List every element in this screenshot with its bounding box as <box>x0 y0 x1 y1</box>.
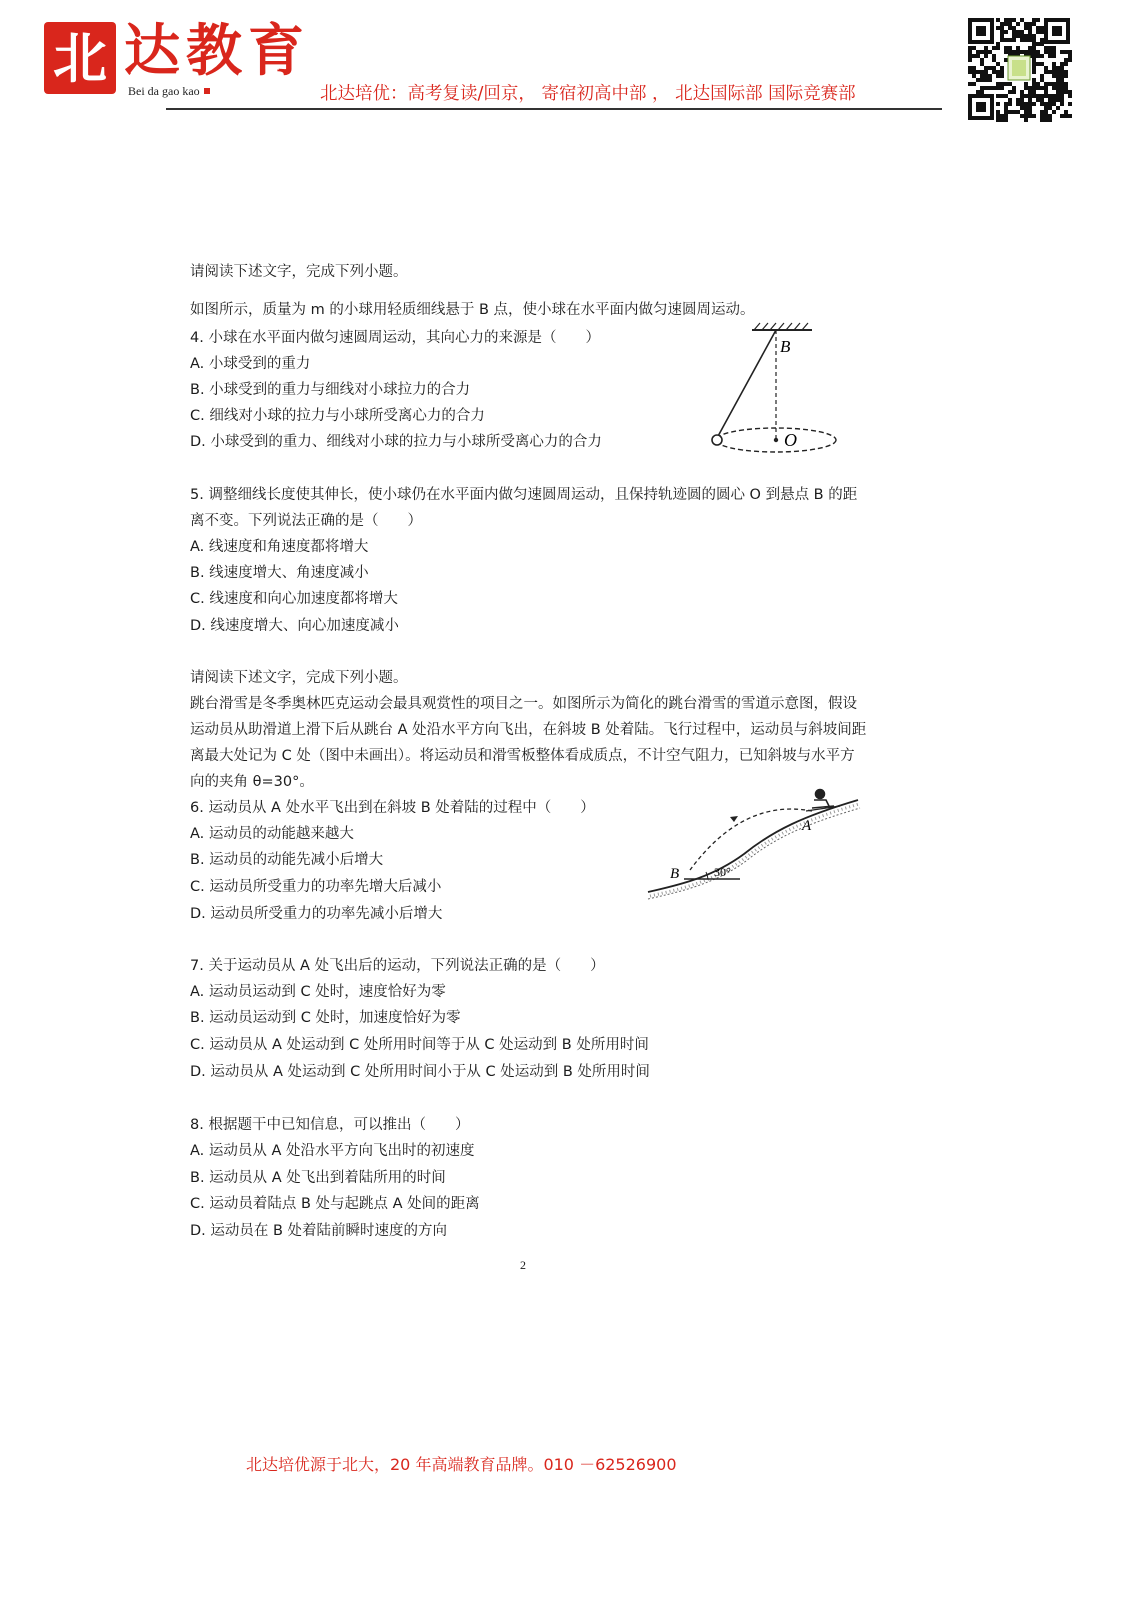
question-5-option-a: A. 线速度和角速度都将增大 <box>190 539 369 555</box>
question-7-option-c: C. 运动员从 A 处运动到 C 处所用时间等于从 C 处运动到 B 处所用时间 <box>190 1037 649 1053</box>
logo-mark <box>44 22 116 94</box>
passage-2-line-4: 向的夹角 θ=30°。 <box>190 774 314 790</box>
question-5-option-c: C. 线速度和向心加速度都将增大 <box>190 591 398 607</box>
question-4-option-a: A. 小球受到的重力 <box>190 356 311 372</box>
question-4-option-d: D. 小球受到的重力、细线对小球的拉力与小球所受离心力的合力 <box>190 434 602 450</box>
question-6-option-a: A. 运动员的动能越来越大 <box>190 826 354 842</box>
passage-2-line-1: 跳台滑雪是冬季奥林匹克运动会最具观赏性的项目之一。如图所示为简化的跳台滑雪的雪道示意图，假设 <box>190 696 857 712</box>
label-o: O <box>784 430 797 450</box>
question-5-option-d: D. 线速度增大、向心加速度减小 <box>190 618 399 634</box>
question-5-option-b: B. 线速度增大、角速度减小 <box>190 565 369 581</box>
question-6-option-c: C. 运动员所受重力的功率先增大后减小 <box>190 879 442 895</box>
question-5-stem-line-2: 离不变。下列说法正确的是（ ） <box>190 513 422 529</box>
question-5-stem-line-1: 5. 调整细线长度使其伸长，使小球仍在水平面内做匀速圆周运动，且保持轨迹圆的圆心 O 到悬点 B 的距 <box>190 487 858 503</box>
label-b: B <box>780 337 791 356</box>
label-a: A <box>802 818 812 834</box>
question-8-stem: 8. 根据题干中已知信息，可以推出（ ） <box>190 1117 470 1133</box>
ski-jump-figure <box>644 784 866 906</box>
question-4-option-c: C. 细线对小球的拉力与小球所受离心力的合力 <box>190 408 485 424</box>
question-6-option-d: D. 运动员所受重力的功率先减小后增大 <box>190 906 443 922</box>
question-6-option-b: B. 运动员的动能先减小后增大 <box>190 852 384 868</box>
question-4-option-b: B. 小球受到的重力与细线对小球拉力的合力 <box>190 382 471 398</box>
brand-pinyin: Bei da gao kao <box>128 84 210 99</box>
passage-1: 如图所示，质量为 m 的小球用轻质细线悬于 B 点，使小球在水平面内做匀速圆周运动。 <box>190 302 755 318</box>
logo-char: 北 <box>53 26 107 90</box>
header-slogan: 北达培优：高考复读/回京， 寄宿初高中部 ， 北达国际部 国际竞赛部 <box>320 84 856 104</box>
footer-slogan: 北达培优源于北大，20 年高端教育品牌。010 －62526900 <box>246 1455 677 1474</box>
question-7-option-a: A. 运动员运动到 C 处时，速度恰好为零 <box>190 984 446 1000</box>
angle-label: 30° <box>714 865 731 879</box>
question-7-option-d: D. 运动员从 A 处运动到 C 处所用时间小于从 C 处运动到 B 处所用时间 <box>190 1064 650 1080</box>
header-divider <box>166 108 942 110</box>
brand-name: 达教育 <box>124 18 310 84</box>
question-8-option-b: B. 运动员从 A 处飞出到着陆所用的时间 <box>190 1170 446 1186</box>
question-8-option-a: A. 运动员从 A 处沿水平方向飞出时的初速度 <box>190 1143 475 1159</box>
reading-intro-1: 请阅读下述文字，完成下列小题。 <box>190 264 408 280</box>
page-number: 2 <box>520 1258 526 1272</box>
passage-2-line-2: 运动员从助滑道上滑下后从跳台 A 处沿水平方向飞出，在斜坡 B 处着陆。飞行过程中，运动员与斜坡间距 <box>190 722 867 738</box>
question-6-stem: 6. 运动员从 A 处水平飞出到在斜坡 B 处着陆的过程中（ ） <box>190 800 595 816</box>
question-8-option-d: D. 运动员在 B 处着陆前瞬时速度的方向 <box>190 1223 448 1239</box>
label-b: B <box>670 866 680 882</box>
question-4-stem: 4. 小球在水平面内做匀速圆周运动，其向心力的来源是（ ） <box>190 330 600 346</box>
pendulum-figure <box>700 318 850 463</box>
passage-2-line-3: 离最大处记为 C 处（图中未画出）。将运动员和滑雪板整体看成质点，不计空气阻力，已知斜坡与水平方 <box>190 748 855 764</box>
reading-intro-2: 请阅读下述文字，完成下列小题。 <box>190 670 408 686</box>
qr-code-icon <box>966 16 1072 122</box>
question-7-stem: 7. 关于运动员从 A 处飞出后的运动，下列说法正确的是（ ） <box>190 958 605 974</box>
question-7-option-b: B. 运动员运动到 C 处时，加速度恰好为零 <box>190 1010 461 1026</box>
question-8-option-c: C. 运动员着陆点 B 处与起跳点 A 处间的距离 <box>190 1196 480 1212</box>
